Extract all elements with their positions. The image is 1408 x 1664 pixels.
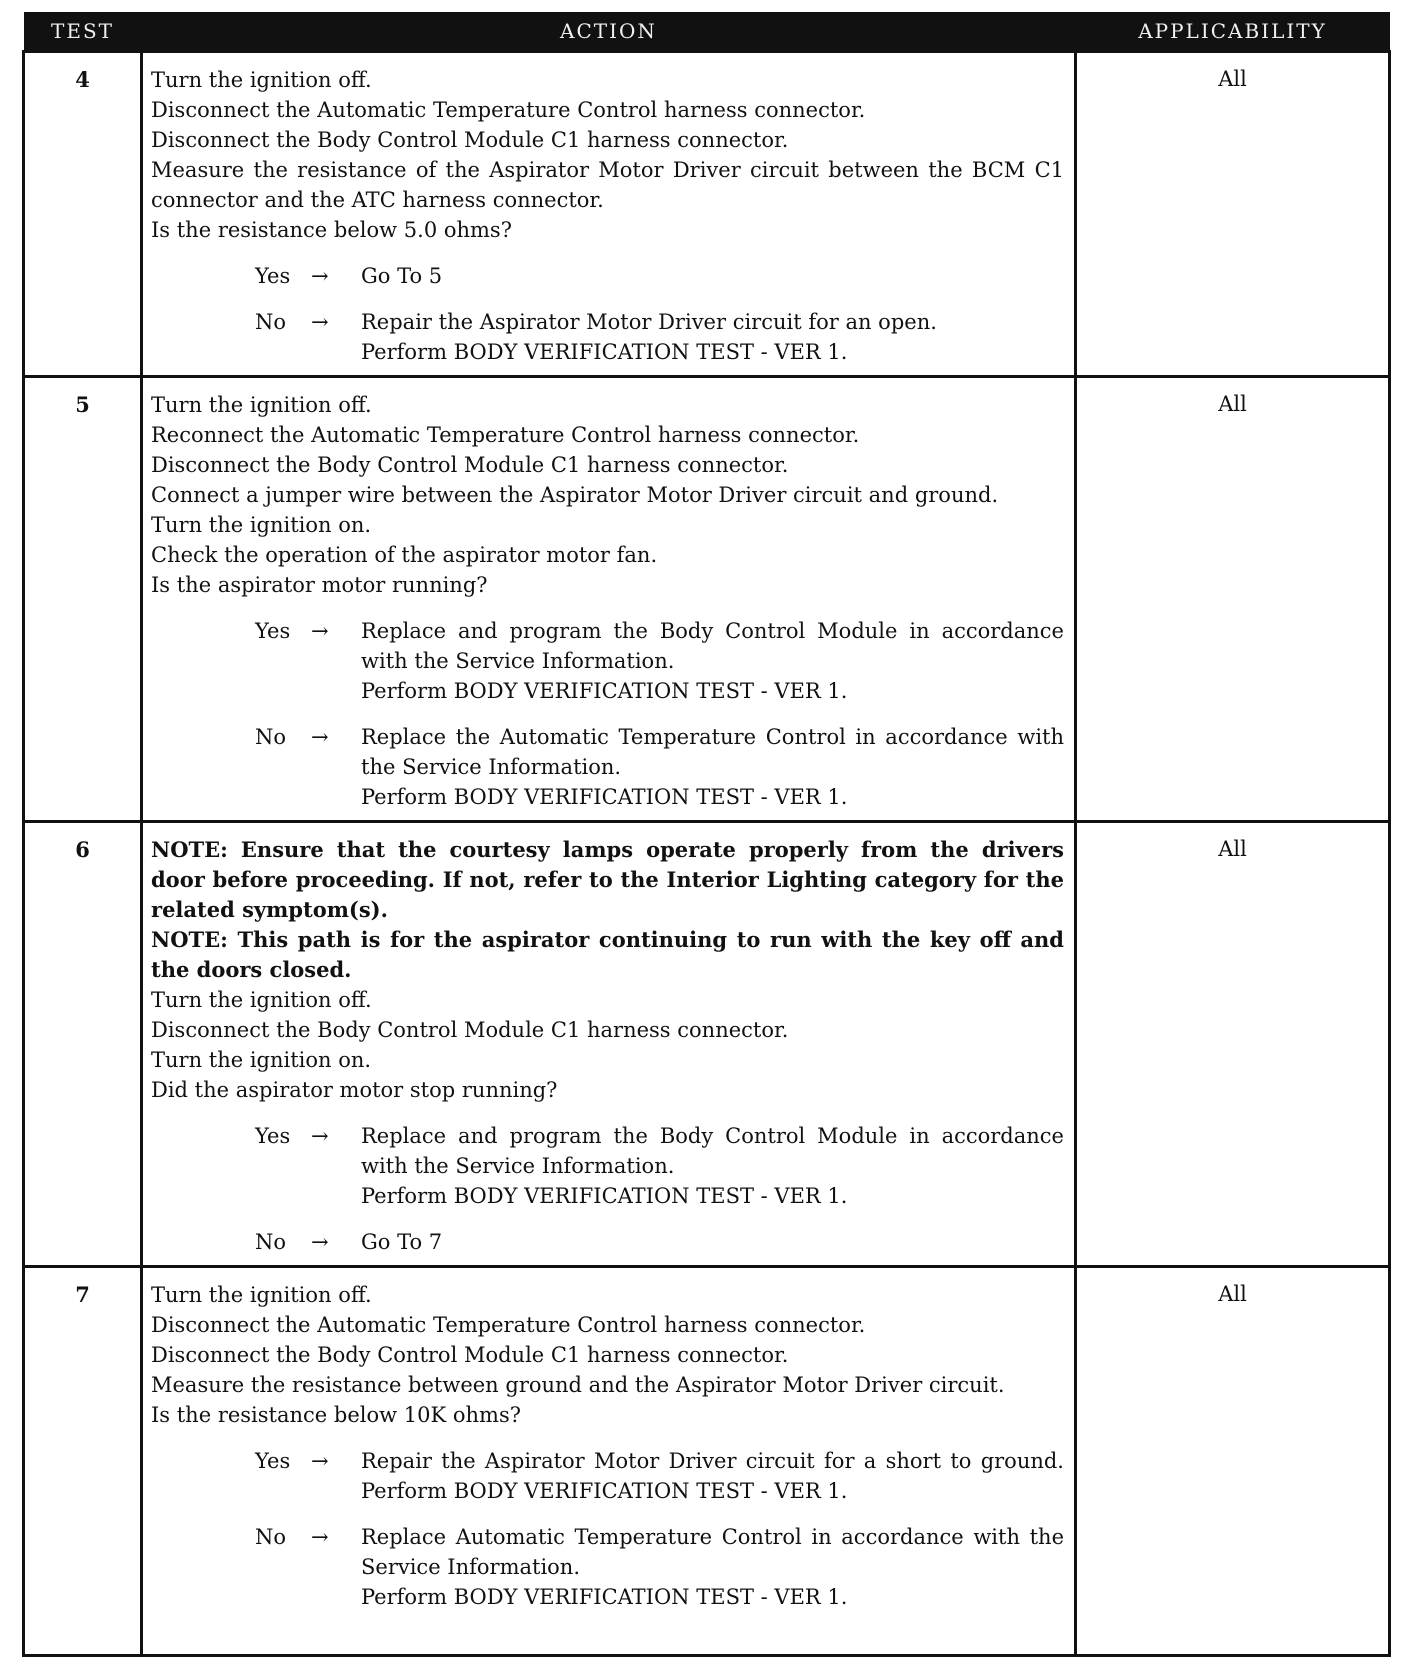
step-text: Disconnect the Body Control Module C1 harness connector. bbox=[151, 453, 789, 477]
arrow-right-icon: → bbox=[311, 1230, 329, 1254]
applicability-value: All bbox=[1076, 1267, 1390, 1656]
outcome-label: Yes bbox=[255, 619, 291, 643]
result-line: Go To 7 bbox=[361, 1230, 443, 1254]
outcome-label: Yes bbox=[255, 1449, 291, 1473]
action-cell bbox=[142, 1267, 1076, 1656]
step-text: Disconnect the Automatic Temperature Control harness connector. bbox=[151, 98, 866, 122]
test-number: 5 bbox=[24, 377, 142, 822]
step-text: Disconnect the Body Control Module C1 harness connector. bbox=[151, 1018, 789, 1042]
result-line: Repair the Aspirator Motor Driver circuit for a short to ground. bbox=[361, 1449, 1064, 1473]
test-number: 4 bbox=[24, 52, 142, 377]
step-text: Is the resistance below 5.0 ohms? bbox=[151, 218, 512, 242]
step-text: Connect a jumper wire between the Aspirator Motor Driver circuit and ground. bbox=[151, 483, 999, 507]
action-cell bbox=[142, 52, 1076, 377]
arrow-right-icon: → bbox=[311, 264, 329, 288]
outcome-result bbox=[361, 722, 1064, 812]
outcome-yes bbox=[151, 616, 1064, 706]
outcome-result bbox=[361, 1446, 1064, 1506]
action-cell bbox=[142, 377, 1076, 822]
applicability-value: All bbox=[1076, 52, 1390, 377]
step-text: Is the resistance below 10K ohms? bbox=[151, 1403, 521, 1427]
outcome-result bbox=[361, 1522, 1064, 1612]
step-text: Turn the ignition off. bbox=[151, 1283, 372, 1307]
result-line: Perform BODY VERIFICATION TEST - VER 1. bbox=[361, 679, 848, 703]
table-header-row bbox=[24, 12, 1390, 52]
table-row bbox=[24, 52, 1390, 377]
header-applicability: APPLICABILITY bbox=[1076, 12, 1390, 52]
table-row bbox=[24, 377, 1390, 822]
step-text: Turn the ignition off. bbox=[151, 68, 372, 92]
step-text: Disconnect the Automatic Temperature Control harness connector. bbox=[151, 1313, 866, 1337]
outcome-no bbox=[151, 1227, 1064, 1257]
outcome-result bbox=[361, 1121, 1064, 1211]
outcome-result bbox=[361, 616, 1064, 706]
step-text: connector and the ATC harness connector. bbox=[151, 188, 604, 212]
result-line: Replace and program the Body Control Module in accordance bbox=[361, 1124, 1064, 1148]
step-text: Disconnect the Body Control Module C1 harness connector. bbox=[151, 128, 789, 152]
arrow-right-icon: → bbox=[311, 1124, 329, 1148]
arrow-right-icon: → bbox=[311, 725, 329, 749]
note-text: NOTE: Ensure that the courtesy lamps operate properly from the drivers door before proceeding. If not, refer to the Interior Lighting category for the related symptom(s). bbox=[151, 837, 1064, 922]
result-line: Perform BODY VERIFICATION TEST - VER 1. bbox=[361, 785, 848, 809]
result-line: the Service Information. bbox=[361, 755, 622, 779]
result-line: Perform BODY VERIFICATION TEST - VER 1. bbox=[361, 1479, 848, 1503]
arrow-right-icon: → bbox=[311, 310, 329, 334]
outcome-label: No bbox=[255, 1230, 287, 1254]
header-action: ACTION bbox=[142, 12, 1076, 52]
step-text: Did the aspirator motor stop running? bbox=[151, 1078, 558, 1102]
outcome-label: No bbox=[255, 1525, 287, 1549]
outcome-result bbox=[361, 261, 1064, 291]
outcome-no bbox=[151, 307, 1064, 367]
result-line: Perform BODY VERIFICATION TEST - VER 1. bbox=[361, 340, 848, 364]
table-body bbox=[24, 52, 1390, 1656]
result-line: Perform BODY VERIFICATION TEST - VER 1. bbox=[361, 1585, 848, 1609]
step-text: Turn the ignition on. bbox=[151, 513, 372, 537]
outcome-yes bbox=[151, 1121, 1064, 1211]
applicability-value: All bbox=[1076, 377, 1390, 822]
result-line: Replace Automatic Temperature Control in accordance with the bbox=[361, 1525, 1064, 1549]
step-text: Check the operation of the aspirator motor fan. bbox=[151, 543, 658, 567]
outcome-result bbox=[361, 307, 1064, 367]
result-line: Go To 5 bbox=[361, 264, 443, 288]
table-row bbox=[24, 1267, 1390, 1656]
test-number: 7 bbox=[24, 1267, 142, 1656]
arrow-right-icon: → bbox=[311, 619, 329, 643]
result-line: Repair the Aspirator Motor Driver circuit for an open. bbox=[361, 310, 937, 334]
result-line: Replace and program the Body Control Module in accordance bbox=[361, 619, 1064, 643]
step-text: Measure the resistance between ground and the Aspirator Motor Driver circuit. bbox=[151, 1373, 1005, 1397]
result-line: Service Information. bbox=[361, 1555, 581, 1579]
result-line: with the Service Information. bbox=[361, 1154, 675, 1178]
outcome-yes bbox=[151, 1446, 1064, 1506]
outcome-label: Yes bbox=[255, 1124, 291, 1148]
step-text: Measure the resistance of the Aspirator Motor Driver circuit between the BCM C1 bbox=[151, 158, 1064, 182]
outcome-label: No bbox=[255, 725, 287, 749]
step-text: Is the aspirator motor running? bbox=[151, 573, 488, 597]
outcome-label: Yes bbox=[255, 264, 291, 288]
outcome-result bbox=[361, 1227, 1064, 1257]
outcome-yes bbox=[151, 261, 1064, 291]
result-line: with the Service Information. bbox=[361, 649, 675, 673]
step-text: Turn the ignition off. bbox=[151, 393, 372, 417]
step-text: Reconnect the Automatic Temperature Control harness connector. bbox=[151, 423, 860, 447]
outcome-label: No bbox=[255, 310, 287, 334]
applicability-value: All bbox=[1076, 822, 1390, 1267]
step-text: Turn the ignition off. bbox=[151, 988, 372, 1012]
arrow-right-icon: → bbox=[311, 1449, 329, 1473]
outcome-no bbox=[151, 722, 1064, 812]
diagnostic-table-page bbox=[22, 12, 1388, 1644]
result-line: Replace the Automatic Temperature Control in accordance with bbox=[361, 725, 1064, 749]
diagnostic-test-table bbox=[22, 12, 1391, 1657]
action-cell bbox=[142, 822, 1076, 1267]
step-text: Turn the ignition on. bbox=[151, 1048, 372, 1072]
note-text: NOTE: This path is for the aspirator continuing to run with the key off and the doors closed. bbox=[151, 927, 1064, 982]
test-number: 6 bbox=[24, 822, 142, 1267]
table-row bbox=[24, 822, 1390, 1267]
header-test: TEST bbox=[24, 12, 142, 52]
arrow-right-icon: → bbox=[311, 1525, 329, 1549]
step-text: Disconnect the Body Control Module C1 harness connector. bbox=[151, 1343, 789, 1367]
outcome-no bbox=[151, 1522, 1064, 1612]
result-line: Perform BODY VERIFICATION TEST - VER 1. bbox=[361, 1184, 848, 1208]
